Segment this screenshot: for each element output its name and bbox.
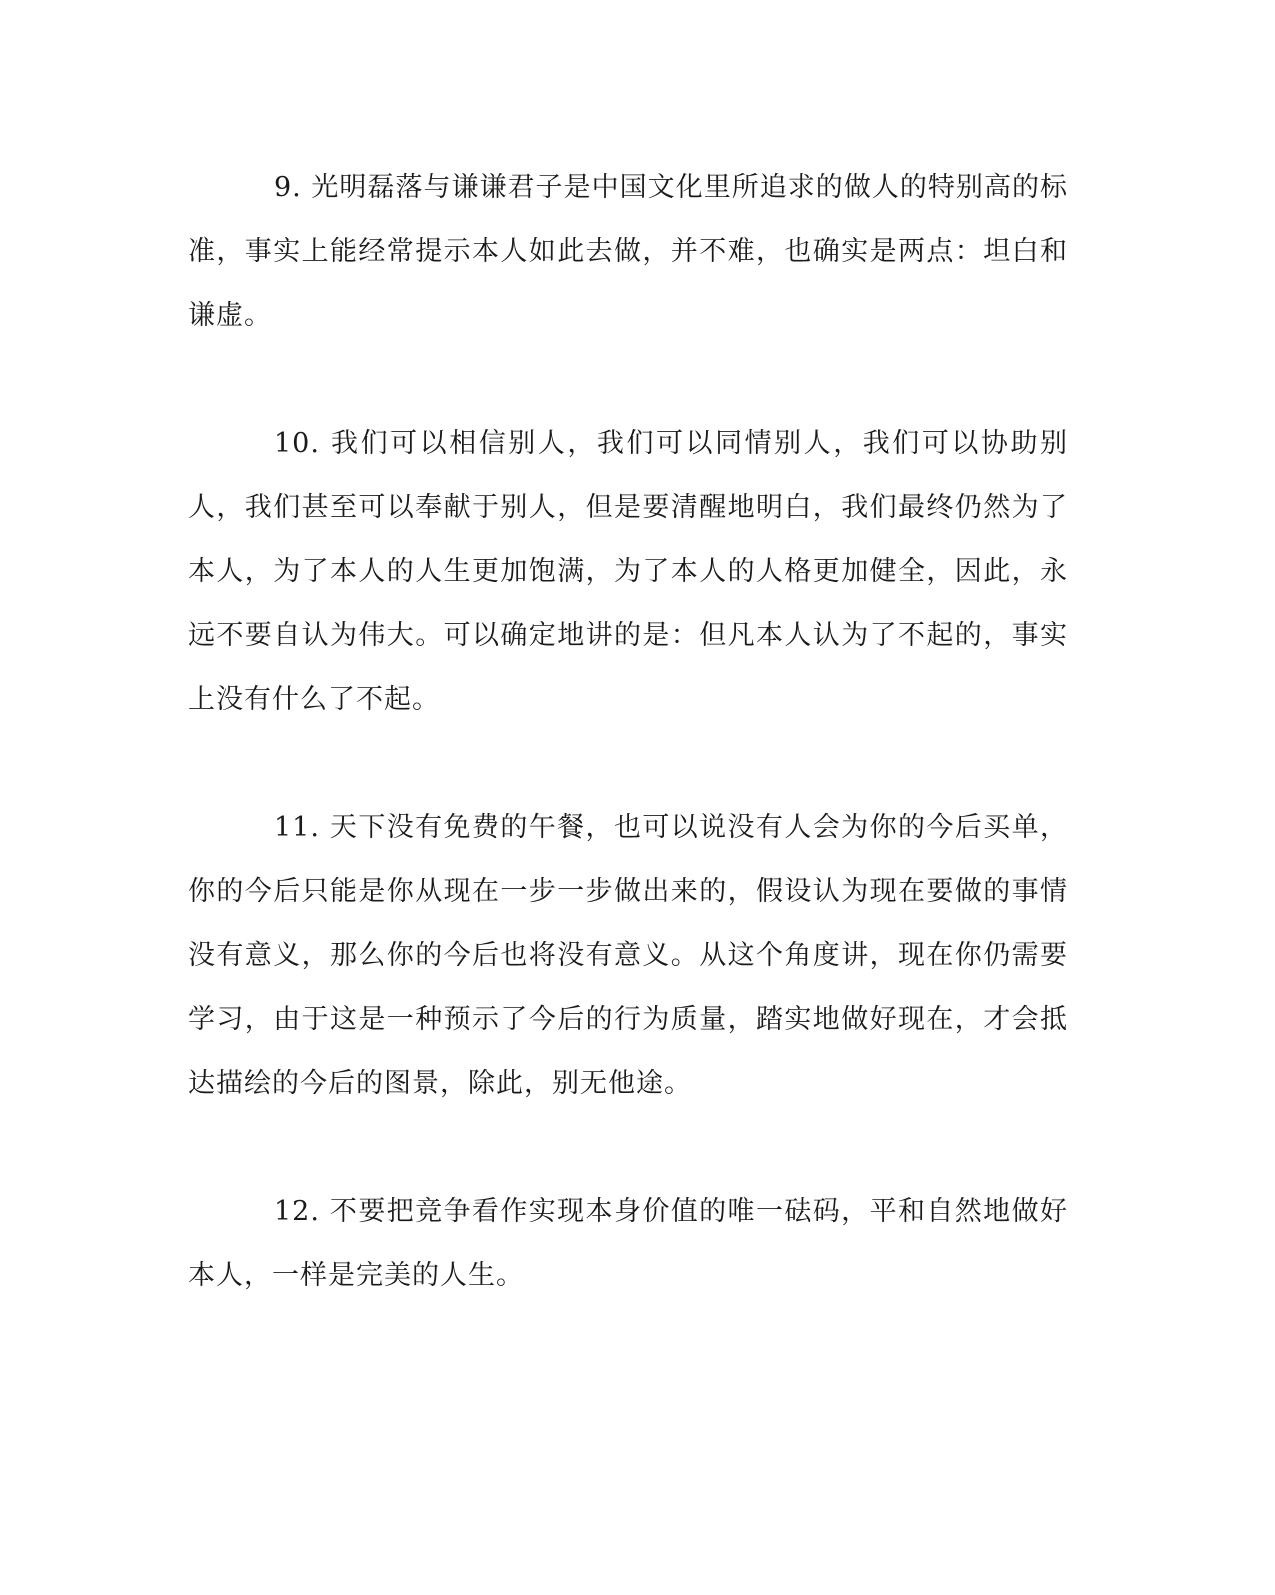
paragraph-9: 9. 光明磊落与谦谦君子是中国文化里所追求的做人的特别高的标准，事实上能经常提示本人如此去做，并不难，也确实是两点：坦白和谦虚。 (188, 172, 1068, 331)
document-body (188, 156, 1068, 1372)
paragraph-11: 11. 天下没有免费的午餐，也可以说没有人会为你的今后买单，你的今后只能是你从现在一步一步做出来的，假设认为现在要做的事情没有意义，那么你的今后也将没有意义。从这个角度讲，现在你仍需要学习，由于这是一种预示了今后的行为质量，踏实地做好现在，才会抵达描绘的今后的图景，除此，别无他途。 (188, 812, 1068, 1099)
paragraph-10: 10. 我们可以相信别人，我们可以同情别人，我们可以协助别人，我们甚至可以奉献于别人，但是要清醒地明白，我们最终仍然为了本人，为了本人的人生更加饱满，为了本人的人格更加健全，因此，永远不要自认为伟大。可以确定地讲的是：但凡本人认为了不起的，事实上没有什么了不起。 (188, 428, 1068, 715)
paragraph-12: 12. 不要把竞争看作实现本身价值的唯一砝码，平和自然地做好本人，一样是完美的人生。 (188, 1196, 1068, 1291)
